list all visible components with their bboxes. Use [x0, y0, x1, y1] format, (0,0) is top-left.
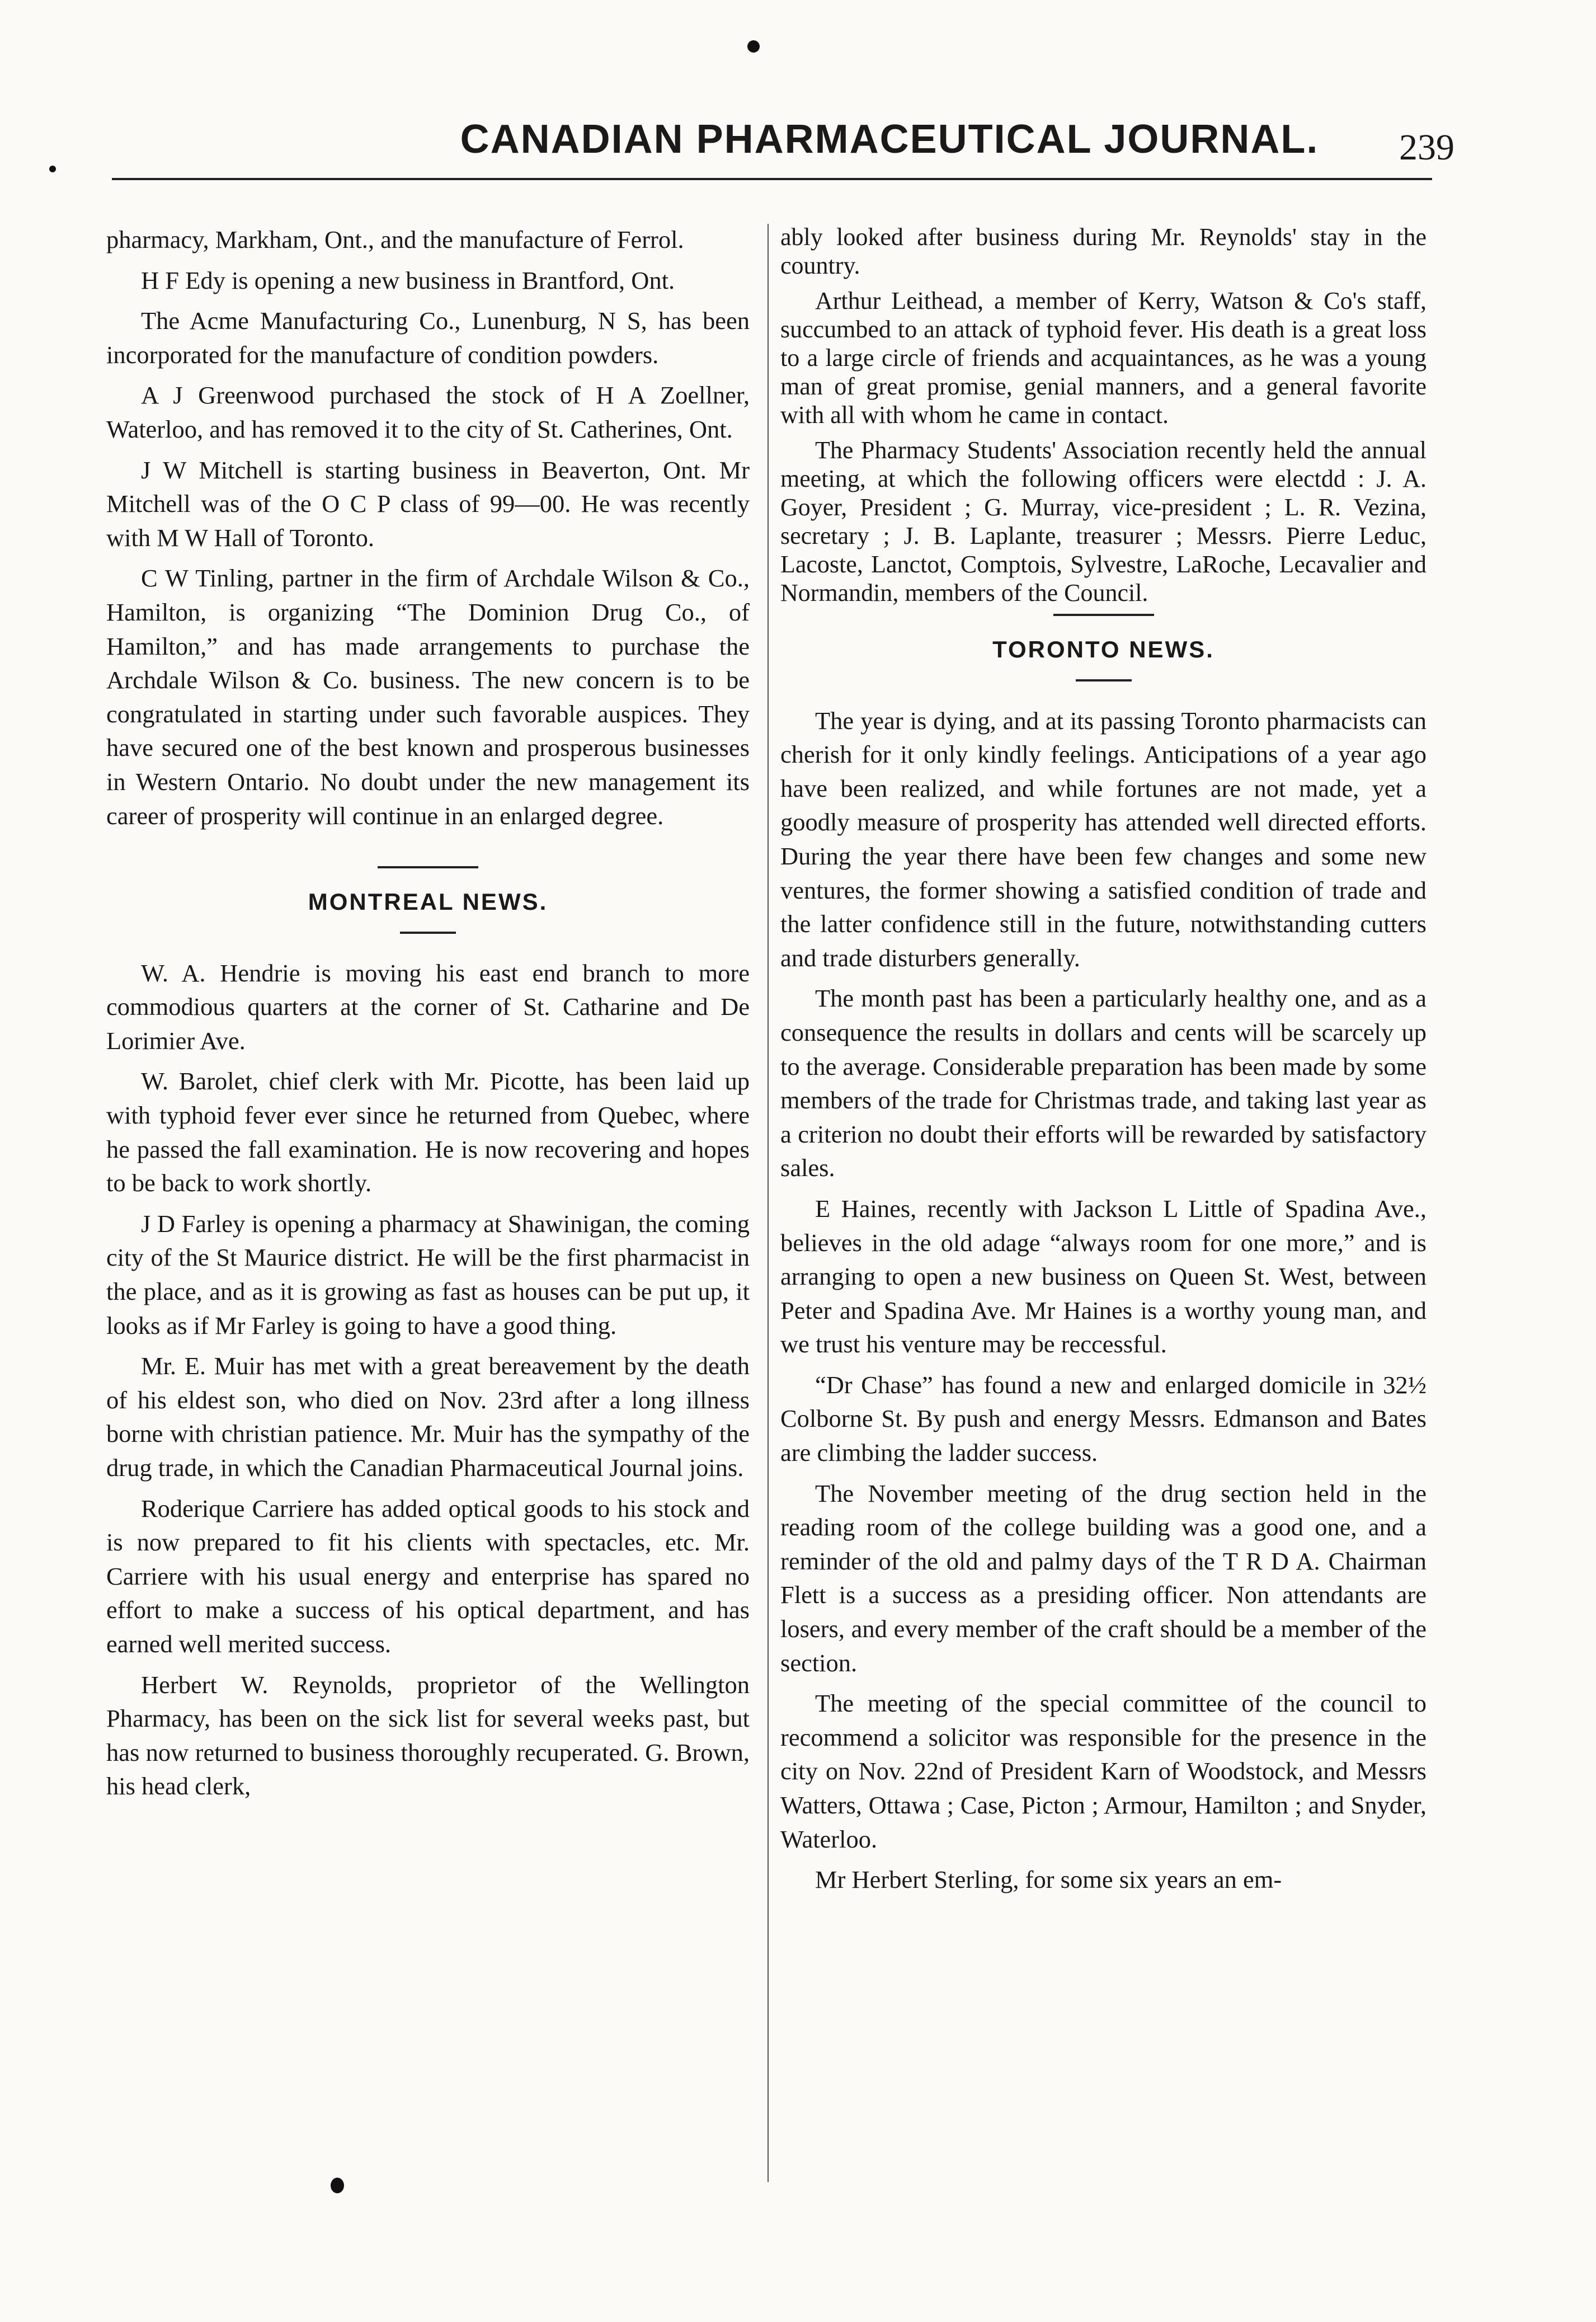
paragraph: E Haines, recently with Jackson L Little of Spadina Ave., believes in the old adage “always room for one more,” and is arranging to open a new business on Queen St. West, between Peter and Spadina Ave. Mr Haines is a worthy young man, and we trust his venture may be reccessful.	[780, 1194, 1426, 1359]
section-rule	[378, 866, 478, 868]
paragraph: The Acme Manufacturing Co., Lunenburg, N S, has been incorporated for the manufacture of condition powders.	[106, 307, 750, 369]
section-heading-montreal: MONTREAL NEWS.	[308, 889, 548, 915]
paragraph: The year is dying, and at its passing Toronto pharmacists can cherish for it only kindly feelings. Anticipations of a year ago have been realized, and while fortunes are not made, yet a goodly measure of prosperity has attended well directed efforts. During the year there have been few changes and some new ventures, the former showing a satisfied condition of trade and the latter confidence still in the future, notwithstanding cutters and trade disturbers generally.	[780, 706, 1426, 972]
header-rule	[112, 178, 1432, 180]
printer-mark-dot	[747, 40, 760, 53]
section-rule	[1053, 614, 1154, 616]
paragraph: Arthur Leithead, a member of Kerry, Watson & Co's staff, succumbed to an attack of typhoid fever. His death is a great loss to a large circle of friends and acquaintances, as he was a young man of great promise, genial manners, and a general favorite with all with whom he came in contact.	[780, 287, 1426, 429]
paragraph: The meeting of the special committee of the council to recommend a solicitor was responsible for the presence in the city on Nov. 22nd of President Karn of Woodstock, and Messrs Watters, Ottawa ; Case, Picton ; Armour, Hamilton ; and Snyder, Waterloo.	[780, 1689, 1426, 1853]
paragraph: Mr Herbert Sterling, for some six years an em-	[815, 1865, 1282, 1894]
paragraph: Roderique Carriere has added optical goods to his stock and is now prepared to fit his clients with spectacles, etc. Mr. Carriere with his usual energy and enterprise has spared no effort to make a success of his optical department, and has earned well merited success.	[106, 1494, 750, 1658]
paragraph: J D Farley is opening a pharmacy at Shawinigan, the coming city of the St Maurice district. He will be the first pharmacist in the place, and as it is growing as fast as houses can be put up, it looks as if Mr Farley is going to have a good thing.	[106, 1209, 750, 1339]
right-column	[780, 223, 1426, 1903]
section-heading-toronto: TORONTO NEWS.	[992, 636, 1214, 662]
paragraph: W. Barolet, chief clerk with Mr. Picotte, has been laid up with typhoid fever ever since he returned from Quebec, where he passed the fall examination. He is now recovering and hopes to be back to work shortly.	[106, 1067, 750, 1197]
council-notes	[780, 223, 1426, 607]
paragraph: H F Edy is opening a new business in Brantford, Ont.	[141, 266, 675, 294]
paragraph: The Pharmacy Students' Association recently held the annual meeting, at which the following officers were electdd : J. A. Goyer, President ; G. Murray, vice-president ; L. R. Vezina, secretary ; J. B. Laplante, treasurer ; Messrs. Pierre Leduc, Lacoste, Lanctot, Comptois, Sylvestre, LaRoche, Lecavalier and Normandin, members of the Council.	[780, 436, 1426, 607]
paragraph: J W Mitchell is starting business in Beaverton, Ont. Mr Mitchell was of the O C P class of 99—00. He was recently with M W Hall of Toronto.	[106, 455, 750, 552]
paragraph: A J Greenwood purchased the stock of H A Zoellner, Waterloo, and has removed it to the city of St. Catherines, Ont.	[106, 381, 750, 443]
paragraph: pharmacy, Markham, Ont., and the manufacture of Ferrol.	[106, 225, 684, 253]
page-number: 239	[1399, 127, 1454, 168]
column-divider	[768, 224, 769, 2182]
paragraph: Herbert W. Reynolds, proprietor of the Wellington Pharmacy, has been on the sick list for several weeks past, but has now returned to business thoroughly recuperated. G. Brown, his head clerk,	[106, 1670, 750, 1801]
paragraph: Mr. E. Muir has met with a great bereavement by the death of his eldest son, who died on Nov. 23rd after a long illness borne with christian patience. Mr. Muir has the sympathy of the drug trade, in which the Canadian Pharmaceutical Journal joins.	[106, 1352, 750, 1482]
paragraph: The November meeting of the drug section held in the reading room of the college building was a good one, and a reminder of the old and palmy days of the T R D A. Chairman Flett is a success as a presiding officer. Non attendants are losers, and every member of the craft should be a member of the section.	[780, 1479, 1426, 1677]
section-rule	[1076, 679, 1132, 681]
paragraph: C W Tinling, partner in the firm of Archdale Wilson & Co., Hamilton, is organizing “The Dominion Drug Co., of Hamilton,” and has made arrangements to purchase the Archdale Wilson & Co. business. The new concern is to be congratulated in starting under such favorable auspices. They have secured one of the best known and prosperous businesses in Western Ontario. No doubt under the new management its career of prosperity will continue in an enlarged degree.	[106, 564, 750, 830]
paragraph: “Dr Chase” has found a new and enlarged domicile in 32½ Colborne St. By push and energy Messrs. Edmanson and Bates are climbing the ladder success.	[780, 1370, 1426, 1467]
left-column	[106, 223, 750, 1810]
paragraph: W. A. Hendrie is moving his east end branch to more commodious quarters at the corner of St. Catharine and De Lorimier Ave.	[106, 958, 750, 1055]
paragraph: ably looked after business during Mr. Reynolds' stay in the country.	[780, 223, 1426, 279]
journal-title: CANADIAN PHARMACEUTICAL JOURNAL.	[460, 117, 1319, 162]
section-rule	[400, 932, 456, 934]
printer-mark-dot	[331, 2178, 344, 2193]
printer-mark-dot	[49, 166, 56, 172]
paragraph: The month past has been a particularly healthy one, and as a consequence the results in dollars and cents will be scarcely up to the average. Considerable preparation has been made by some members of the trade for Christmas trade, and taking last year as a criterion no doubt their efforts will be rewarded by satisfactory sales.	[780, 984, 1426, 1182]
page-header	[112, 112, 1454, 185]
